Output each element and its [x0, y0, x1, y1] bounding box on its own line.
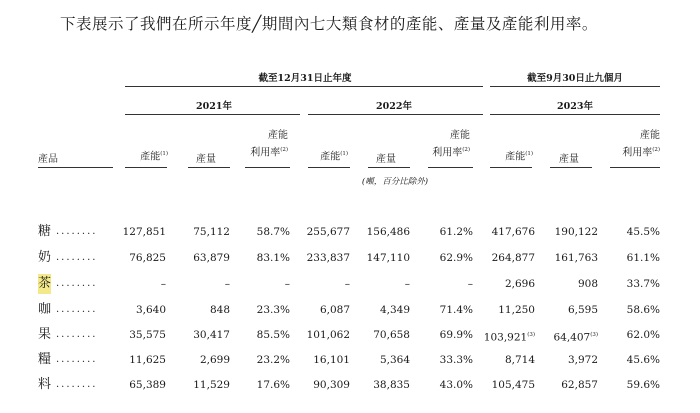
- col-header-capacity-2022: 產能$^{(1)}$: [320, 151, 348, 163]
- cell-u22: 33.3%: [439, 354, 473, 366]
- cell-o22: 70,658: [373, 329, 410, 341]
- rule-out-2022: [368, 167, 410, 168]
- cell-u23: 61.1%: [626, 252, 660, 264]
- cell-c21: 35,575: [129, 329, 166, 341]
- rule-util-2021: [245, 167, 290, 168]
- col-header-utilization-2021: 產能 利用率$^{(2)}$: [250, 130, 288, 159]
- cell-c21: –: [160, 278, 166, 290]
- cell-o21: 848: [209, 304, 230, 316]
- cell-u21: 17.6%: [256, 379, 290, 391]
- year-header-2023: 2023年: [557, 101, 593, 112]
- table-row: [0, 325, 700, 345]
- col-header-product: 產品: [38, 154, 58, 165]
- rule-util-2023: [610, 167, 660, 168]
- cell-u21: 83.1%: [256, 252, 290, 264]
- year-header-2022: 2022年: [376, 101, 412, 112]
- col-header-utilization-2022: 產能 利用率$^{(2)}$: [432, 130, 470, 159]
- cell-c22: 233,837: [306, 252, 350, 264]
- intro-text: 下表展示了我們在所示年度╱期間內七大類食材的產能、產量及產能利用率。: [60, 15, 598, 33]
- table-row: [0, 248, 700, 268]
- cell-o21: 75,112: [193, 226, 230, 238]
- cell-u23: 62.0%: [626, 329, 660, 341]
- leader-dots: ........: [56, 379, 98, 390]
- cell-o22: 5,364: [379, 354, 410, 366]
- cell-o21: 63,879: [193, 252, 230, 264]
- cell-o23: 3,972: [567, 354, 598, 366]
- leader-dots: ........: [56, 329, 98, 340]
- cell-c23: 103,921$^{(3)}$: [483, 331, 535, 344]
- rule-year-2022: [308, 114, 483, 115]
- cell-u23: 45.5%: [626, 226, 660, 238]
- cell-c22: 16,101: [313, 354, 350, 366]
- leader-dots: ........: [56, 252, 98, 263]
- leader-dots: ........: [56, 226, 98, 237]
- cell-o21: –: [224, 278, 230, 290]
- cell-o23: 62,857: [561, 379, 598, 391]
- cell-c22: 90,309: [313, 379, 350, 391]
- col-header-utilization-2023: 產能 利用率$^{(2)}$: [622, 130, 660, 159]
- cell-o22: –: [404, 278, 410, 290]
- cell-o23: 64,407$^{(3)}$: [553, 331, 598, 344]
- year-header-2021: 2021年: [196, 101, 232, 112]
- cell-c22: 101,062: [306, 329, 350, 341]
- cell-u22: –: [467, 278, 473, 290]
- rule-out-2021: [188, 167, 230, 168]
- col-header-output-2021: 產量: [196, 154, 216, 165]
- product-name: 料: [38, 377, 52, 392]
- cell-c22: –: [344, 278, 350, 290]
- cell-u22: 62.9%: [439, 252, 473, 264]
- col-header-output-2023: 產量: [559, 154, 579, 165]
- cell-u21: 23.2%: [256, 354, 290, 366]
- rule-period-nine-months: [490, 86, 660, 87]
- product-name: 咖: [38, 302, 52, 317]
- cell-u22: 43.0%: [439, 379, 473, 391]
- cell-c21: 65,389: [129, 379, 166, 391]
- leader-dots: ........: [56, 304, 98, 315]
- cell-o23: 6,595: [567, 304, 598, 316]
- cell-u23: 59.6%: [626, 379, 660, 391]
- cell-o22: 38,835: [373, 379, 410, 391]
- cell-o23: 161,763: [554, 252, 598, 264]
- cell-c23: 105,475: [491, 379, 535, 391]
- cell-o22: 4,349: [379, 304, 410, 316]
- product-name: 果: [38, 327, 52, 342]
- table-row: [0, 350, 700, 370]
- cell-c23: 417,676: [491, 226, 535, 238]
- col-header-capacity-2023: 產能$^{(1)}$: [505, 151, 533, 163]
- cell-c22: 6,087: [319, 304, 350, 316]
- cell-o23: 908: [577, 278, 598, 290]
- table-row: [0, 222, 700, 242]
- cell-c23: 8,714: [504, 354, 535, 366]
- cell-c21: 3,640: [135, 304, 166, 316]
- cell-o22: 147,110: [366, 252, 410, 264]
- cell-o21: 30,417: [193, 329, 230, 341]
- cell-u23: 58.6%: [626, 304, 660, 316]
- cell-c23: 264,877: [491, 252, 535, 264]
- cell-u22: 71.4%: [439, 304, 473, 316]
- col-header-capacity-2021: 產能$^{(1)}$: [140, 151, 168, 163]
- rule-period-full-years: [125, 86, 483, 87]
- product-name: 糖: [38, 224, 52, 239]
- product-name: 茶: [38, 274, 51, 294]
- table-row: [0, 300, 700, 320]
- cell-c22: 255,677: [306, 226, 350, 238]
- cell-o22: 156,486: [366, 226, 410, 238]
- cell-u22: 69.9%: [439, 329, 473, 341]
- cell-u23: 33.7%: [626, 278, 660, 290]
- cell-u23: 45.6%: [626, 354, 660, 366]
- rule-product: [38, 167, 113, 168]
- rule-out-2023: [550, 167, 592, 168]
- period-header-nine-months: 截至9月30日止九個月: [527, 73, 623, 84]
- cell-u22: 61.2%: [439, 226, 473, 238]
- rule-util-2022: [428, 167, 473, 168]
- cell-c21: 127,851: [122, 226, 166, 238]
- leader-dots: ........: [56, 278, 98, 289]
- cell-c21: 76,825: [129, 252, 166, 264]
- rule-cap-2023: [490, 167, 532, 168]
- cell-o23: 190,122: [554, 226, 598, 238]
- cell-u21: –: [284, 278, 290, 290]
- leader-dots: ........: [56, 354, 98, 365]
- cell-u21: 85.5%: [256, 329, 290, 341]
- cell-c23: 11,250: [498, 304, 535, 316]
- unit-note: (噸，百分比除外): [361, 177, 429, 187]
- cell-u21: 23.3%: [256, 304, 290, 316]
- product-name: 糧: [38, 352, 52, 367]
- rule-cap-2021: [125, 167, 167, 168]
- cell-o21: 11,529: [193, 379, 230, 391]
- rule-year-2023: [490, 114, 660, 115]
- rule-cap-2022: [308, 167, 350, 168]
- cell-u21: 58.7%: [256, 226, 290, 238]
- col-header-output-2022: 產量: [376, 154, 396, 165]
- cell-o21: 2,699: [199, 354, 230, 366]
- table-row: [0, 375, 700, 395]
- cell-c23: 2,696: [504, 278, 535, 290]
- period-header-full-years: 截至12月31日止年度: [258, 73, 352, 84]
- table-row: [0, 274, 700, 294]
- cell-c21: 11,625: [129, 354, 166, 366]
- rule-year-2021: [125, 114, 300, 115]
- product-name: 奶: [38, 250, 52, 265]
